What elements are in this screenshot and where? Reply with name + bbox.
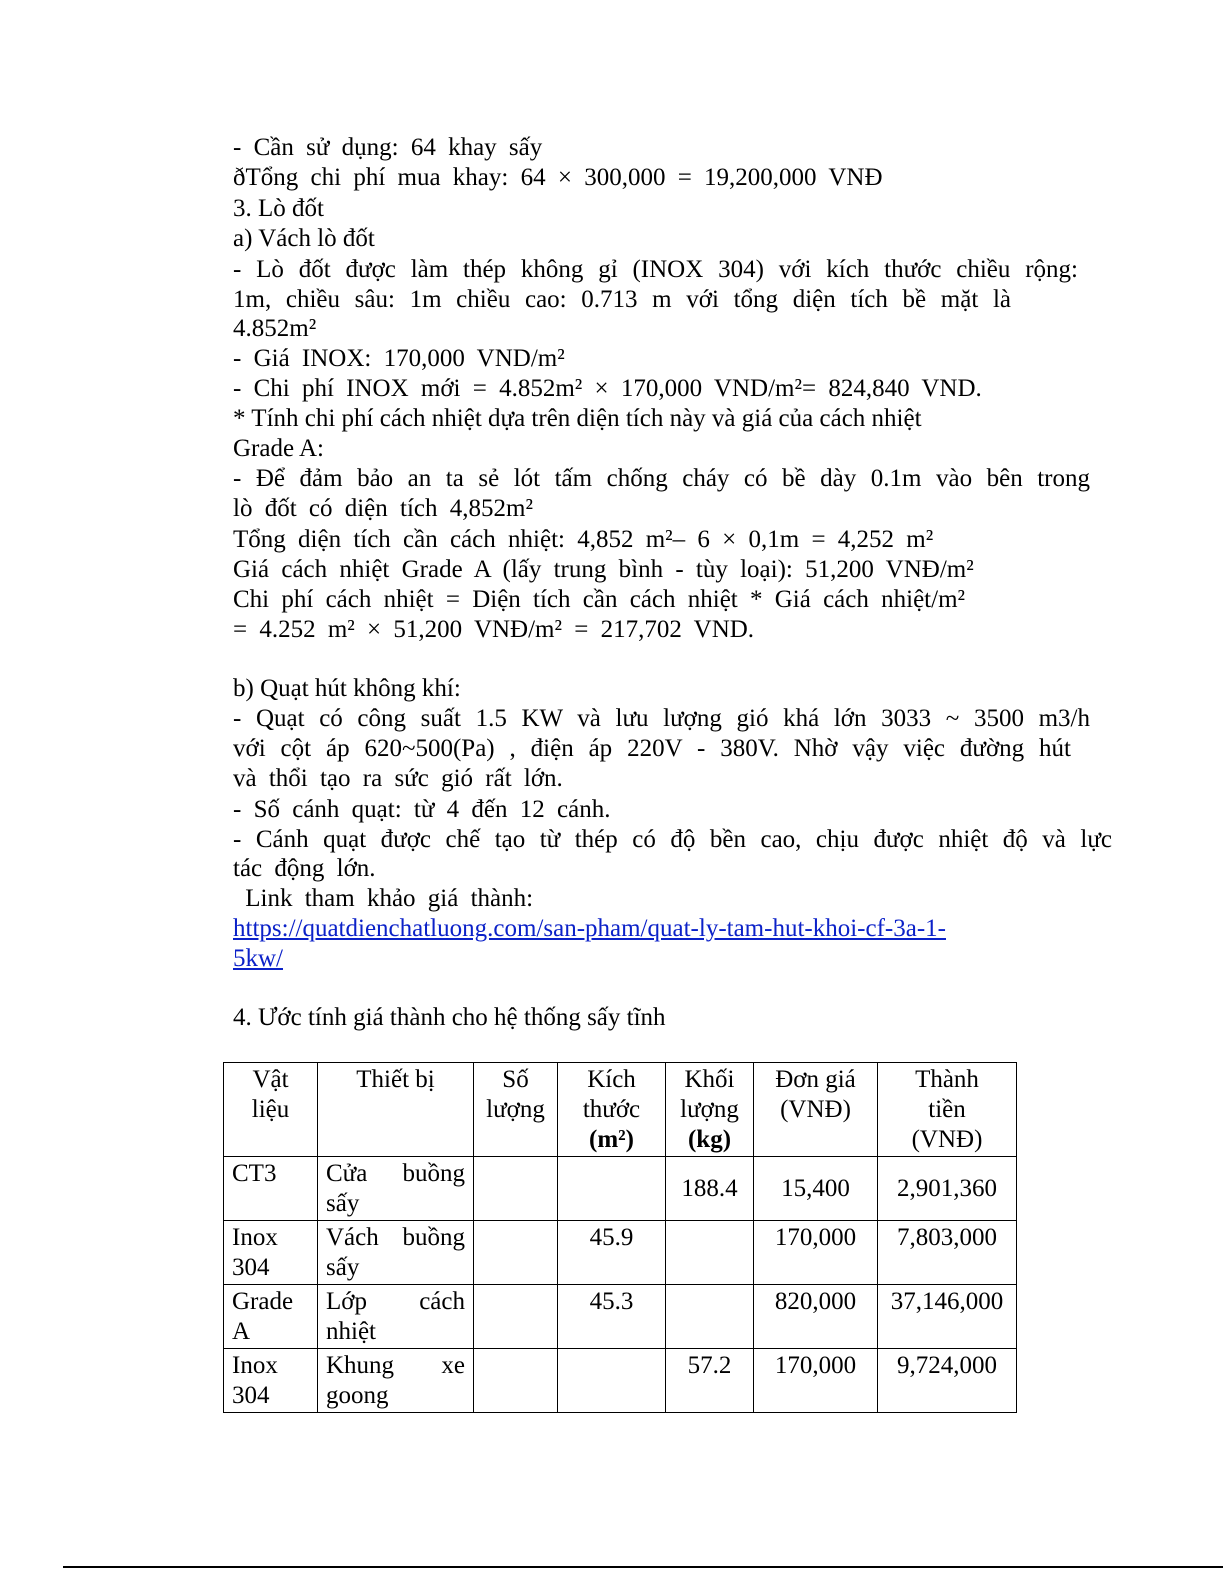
cell-quantity — [474, 1221, 558, 1285]
section-heading-burner: 3. Lò đốt — [233, 195, 324, 222]
text-line-fan-pressure: với cột áp 620~500(Pa) , điện áp 220V - 380V. Nhờ vậy việc đường hút — [233, 735, 1071, 762]
header-material: Vật liệu — [224, 1063, 318, 1157]
header-quantity: Số lượng — [474, 1063, 558, 1157]
text-line-insulation-price: Giá cách nhiệt Grade A (lấy trung bình - tùy loại): 51,200 VNĐ/m² — [233, 556, 974, 583]
cell-material: CT3 — [224, 1157, 318, 1221]
header-device: Thiết bị — [318, 1063, 474, 1157]
cell-size: 45.3 — [558, 1285, 666, 1349]
reference-link-line-2[interactable] — [233, 944, 283, 974]
text-line-insulation-formula: Chi phí cách nhiệt = Diện tích cần cách nhiệt * Giá cách nhiệt/m² — [233, 586, 966, 613]
header-size: Kích thước (m²) — [558, 1063, 666, 1157]
header-unit-price: Đơn giá (VNĐ) — [754, 1063, 878, 1157]
page-bottom-rule — [63, 1566, 1223, 1568]
cell-device: Khung xe goong — [318, 1349, 474, 1413]
text-line-burner-material: - Lò đốt được làm thép không gỉ (INOX 304) với kích thước chiều rộng: — [233, 256, 1078, 283]
text-line-inox-price: - Giá INOX: 170,000 VND/m² — [233, 345, 565, 372]
cell-quantity — [474, 1349, 558, 1413]
reference-link[interactable]: https://quatdienchatluong.com/san-pham/quat-ly-tam-hut-khoi-cf-3a-1- — [233, 915, 946, 942]
text-line-insulation-area: Tổng diện tích cần cách nhiệt: 4,852 m²– 6 × 0,1m = 4,252 m² — [233, 526, 934, 553]
text-line-grade-a: Grade A: — [233, 435, 324, 462]
text-line-surface-area: 4.852m² — [233, 315, 317, 342]
subsection-heading-exhaust-fan: b) Quạt hút không khí: — [233, 675, 461, 702]
cost-estimate-table — [223, 1062, 1017, 1413]
text-line-reference-link-label: Link tham khảo giá thành: — [233, 885, 534, 912]
text-line-tray-cost: ðTổng chi phí mua khay: 64 × 300,000 = 19,200,000 VNĐ — [233, 164, 883, 191]
text-line-insulation-note: * Tính chi phí cách nhiệt dựa trên diện tích này và giá của cách nhiệt — [233, 405, 922, 432]
cell-mass — [666, 1221, 754, 1285]
text-line-blade-impact: tác động lớn. — [233, 855, 376, 882]
cell-unit-price: 15,400 — [754, 1157, 878, 1221]
text-line-fan-power: - Quạt có công suất 1.5 KW và lưu lượng gió khá lớn 3033 ~ 3500 m3/h — [233, 705, 1090, 732]
table-header-row — [224, 1063, 1017, 1157]
cell-material: Grade A — [224, 1285, 318, 1349]
cell-total: 9,724,000 — [878, 1349, 1017, 1413]
cell-quantity — [474, 1285, 558, 1349]
text-line-burner-dimensions: 1m, chiều sâu: 1m chiều cao: 0.713 m với tổng diện tích bề mặt là — [233, 286, 1011, 313]
table-row — [224, 1285, 1017, 1349]
table-row — [224, 1221, 1017, 1285]
reference-link-line-1[interactable] — [233, 914, 946, 944]
text-line-inox-cost: - Chi phí INOX mới = 4.852m² × 170,000 VND/m²= 824,840 VND. — [233, 375, 982, 402]
cell-total: 37,146,000 — [878, 1285, 1017, 1349]
cell-device: Cửa buồng sấy — [318, 1157, 474, 1221]
text-line-fireproof-lining: - Để đảm bảo an ta sẻ lót tấm chống cháy có bề dày 0.1m vào bên trong — [233, 465, 1090, 492]
cell-mass: 57.2 — [666, 1349, 754, 1413]
text-line-fan-wind: và thổi tạo ra sức gió rất lớn. — [233, 765, 563, 792]
subsection-heading-burner-wall: a) Vách lò đốt — [233, 225, 375, 252]
cell-total: 7,803,000 — [878, 1221, 1017, 1285]
text-line-trays-needed: - Cần sử dụng: 64 khay sấy — [233, 134, 543, 161]
cell-size: 45.9 — [558, 1221, 666, 1285]
cell-mass: 188.4 — [666, 1157, 754, 1221]
text-line-burner-area: lò đốt có diện tích 4,852m² — [233, 495, 533, 522]
cell-device: Vách buồng sấy — [318, 1221, 474, 1285]
section-heading-cost-estimate: 4. Ước tính giá thành cho hệ thống sấy tĩnh — [233, 1004, 666, 1031]
table-row — [224, 1349, 1017, 1413]
header-total: Thành tiền (VNĐ) — [878, 1063, 1017, 1157]
table-row — [224, 1157, 1017, 1221]
cell-quantity — [474, 1157, 558, 1221]
cell-unit-price: 820,000 — [754, 1285, 878, 1349]
cell-material: Inox 304 — [224, 1221, 318, 1285]
cell-unit-price: 170,000 — [754, 1221, 878, 1285]
cell-mass — [666, 1285, 754, 1349]
text-line-blade-material: - Cánh quạt được chế tạo từ thép có độ bền cao, chịu được nhiệt độ và lực — [233, 826, 1112, 853]
cell-total: 2,901,360 — [878, 1157, 1017, 1221]
header-mass: Khối lượng (kg) — [666, 1063, 754, 1157]
cell-material: Inox 304 — [224, 1349, 318, 1413]
cell-device: Lớp cách nhiệt — [318, 1285, 474, 1349]
reference-link-continued[interactable]: 5kw/ — [233, 945, 283, 972]
cell-size — [558, 1349, 666, 1413]
text-line-insulation-cost: = 4.252 m² × 51,200 VNĐ/m² = 217,702 VND. — [233, 616, 755, 643]
cell-size — [558, 1157, 666, 1221]
text-line-fan-blades: - Số cánh quạt: từ 4 đến 12 cánh. — [233, 796, 611, 823]
cell-unit-price: 170,000 — [754, 1349, 878, 1413]
